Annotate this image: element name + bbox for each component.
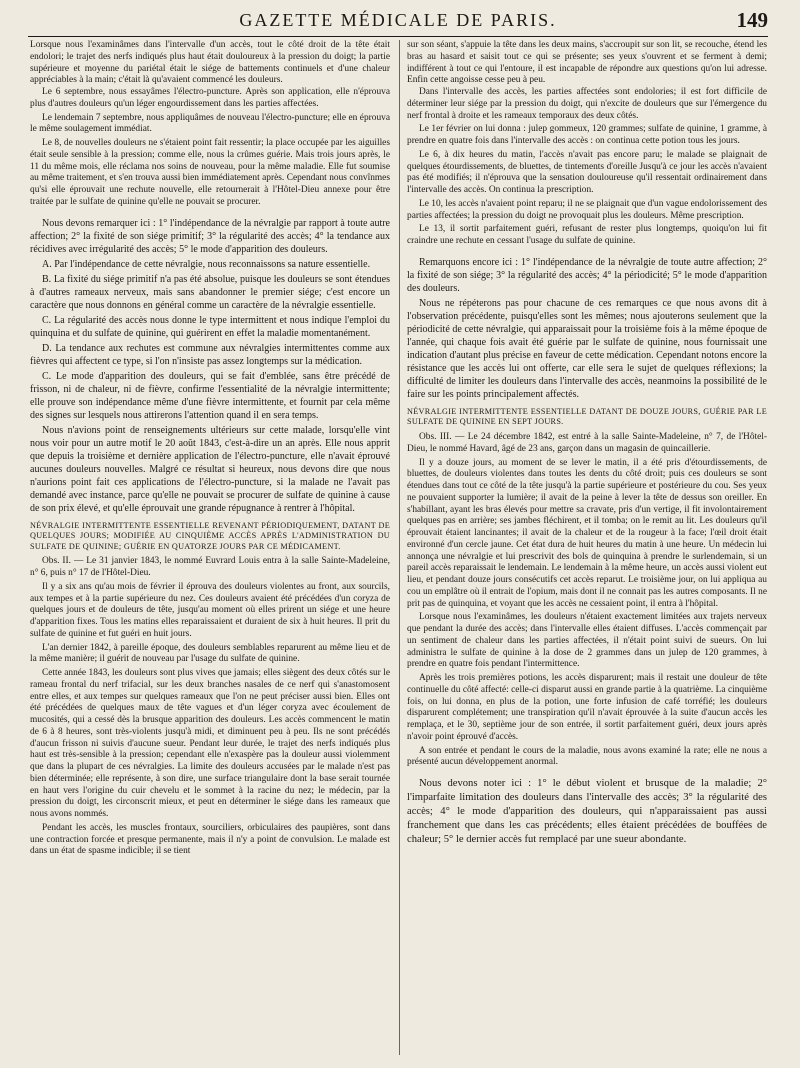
- paragraph: Lorsque nous l'examinâmes dans l'intervalle d'un accès, tout le côté droit de la tête était endolori; le trajet des nerfs indiqués plus haut était douloureux à la pression du doigt; la partie supérieure et moyenne du pariétal était le siége de battements continuels et d'une chaleur appréciables à la main; c'était là qu'avaient commencé les douleurs.: [30, 40, 390, 86]
- paragraph: C. Le mode d'apparition des douleurs, qui se fait d'emblée, sans être précédé de frisson, ni de chaleur, ni de fièvre, confirme l'essentialité de la névralgie intermittente; elle prouve son indépendance même d'une fièvre intermittente, et fournit par cela même des signes sur lesquels nous attirerons l'attention quand il en sera temps.: [30, 370, 390, 421]
- paragraph: Lorsque nous l'examinâmes, les douleurs n'étaient exactement limitées aux trajets nerveux que pendant la durée des accès; dans l'intervalle elles étaient diffuses. L'accès commençait par un sentiment de chaleur dans les parties affectées, il n'était point suivi de sueurs. On lui administra le sulfate de quinine à la dose de 2 grammes dans un julep de 120 grammes, à prendre en quatre fois pendant l'intermittence.: [407, 612, 767, 670]
- paragraph: Nous devons remarquer ici : 1° l'indépendance de la névralgie par rapport à toute autre affection; 2° la fixité de son siége primitif; 3° la régularité des accès; 4° la tendance aux récidives avec irrégularité des accès; 5° le mode d'apparition des douleurs.: [30, 217, 390, 255]
- paragraph: Pendant les accès, les muscles frontaux, sourciliers, orbiculaires des paupières, sont dans une contraction forcée et presque permanente, mais il n'y a point de convulsion. Le malade est dans un état de spasme indicible; il se tient: [30, 822, 390, 857]
- journal-title: GAZETTE MÉDICALE DE PARIS.: [239, 10, 557, 30]
- paragraph: L'an dernier 1842, à pareille époque, des douleurs semblables reparurent au même lieu et de la même manière; il guérit de nouveau par l'usage du sulfate de quinine.: [30, 642, 390, 665]
- paragraph: Le lendemain 7 septembre, nous appliquâmes de nouveau l'électro-puncture; elle en éprouva le même soulagement immédiat.: [30, 112, 390, 135]
- page-header: [28, 10, 768, 37]
- paragraph: A son entrée et pendant le cours de la maladie, nous avons examiné la rate; elle ne nous a présenté aucun développement anormal.: [407, 745, 767, 768]
- paragraph: Après les trois premières potions, les accès disparurent; mais il restait une douleur de tête continuelle du côté affecté: celle-ci disparut aussi en grande partie à la quatrième. La cinquième fois, on lui donna, en plus de la potion, une forte infusion de café torréfié; les douleurs disparurent complétement; une transpiration qu'il n'avait éprouvée à la suite d'aucun accès les remplaça, et le 30, septième jour de son entrée, il sortit parfaitement guéri, deux jours après n'avoir point éprouvé d'accès.: [407, 673, 767, 742]
- paragraph: C. La régularité des accès nous donne le type intermittent et nous indique l'emploi du quinquina et du sulfate de quinine, qui guérirent en effet la maladie momentanément.: [30, 314, 390, 339]
- section-heading: NÉVRALGIE INTERMITTENTE ESSENTIELLE REVENANT PÉRIODIQUEMENT, DATANT DE QUELQUES JOURS; MODIFIÉE AU CINQUIÈME ACCÈS APRÈS L'ADMINISTRATION DU SULFATE DE QUININE; GUÉRIE EN QUATORZE JOURS PAR CE MÉDICAMENT.: [30, 520, 390, 551]
- paragraph: Le 6 septembre, nous essayâmes l'électro-puncture. Après son application, elle n'éprouva plus d'autres douleurs qu'un léger engourdissement dans les parties affectées.: [30, 87, 390, 109]
- observation-intro: Obs. II. — Le 31 janvier 1843, le nommé Euvrard Louis entra à la salle Sainte-Madeleine, n° 6, puis n° 17 de l'Hôtel-Dieu.: [30, 556, 390, 579]
- paragraph: Le 10, les accès n'avaient point reparu; il ne se plaignait que d'un vague endolorissement des parties affectées; la pression du doigt ne provoquait plus les douleurs. Même prescription.: [407, 198, 767, 221]
- left-column: [30, 40, 390, 1060]
- paragraph: Le 6, à dix heures du matin, l'accès n'avait pas encore paru; le malade se plaignait de quelques étourdissements, de bluettes, de tintements d'oreille Jusqu'à ce jour les accès n'avaient pas été modifiés; il n'éprouva que la sensation douloureuse qu'il ressentait ordinairement dans l'intervalle des accès. On continua la prescription.: [407, 149, 767, 195]
- paragraph: A. Par l'indépendance de cette névralgie, nous reconnaissons sa nature essentielle.: [42, 258, 371, 270]
- paragraph: Dans l'intervalle des accès, les parties affectées sont endolories; il est fort difficile de déterminer leur siége par la pression du doigt, qui n'excite de douleurs que sur l'émergence du nerf frontal à droite et les rameaux temporaux des deux côtés.: [407, 87, 767, 121]
- paragraph: Cette année 1843, les douleurs sont plus vives que jamais; elles siègent des deux côtés sur le rameau frontal du nerf trifacial, sur les deux branches nasales de ce nerf qui s'anastomosent entre elles, et aux tempes sur quelques rameaux que l'on ne peut préciser aussi bien. Elles ont été précédées de quelques maux de tête vagues et d'un léger coryza avec écoulement de mucosités, qui a cessé dès la brusque apparition des douleurs. Les accès commencent le matin de 6 à 8 heures, sont très-violents jusqu'à midi, et diminuent peu à peu. Ils ne sont précédés d'aucun frisson ni suivis d'aucune sueur. Pendant leur durée, le trajet des nerfs indiqués plus haut est très-sensible à la pression; cependant elle n'exaspère pas la douleur aussi violemment que dans la plupart de ces névralgies. La limite des douleurs accusées par le malade n'est pas bien déterminée; elle représente, à son dire, une surface triangulaire dont la base serait tournée en haut vers l'origine du cuir chevelu et le sommet à la racine du nez; le médecin, par la pression du doigt, les circonscrit mieux, et peut en déterminer le siége dans les rameaux que nous avons nommés.: [30, 668, 390, 820]
- section-heading: NÉVRALGIE INTERMITTENTE ESSENTIELLE DATANT DE DOUZE JOURS, GUÉRIE PAR LE SULFATE DE QUININE EN SEPT JOURS.: [407, 406, 767, 427]
- paragraph: Il y a douze jours, au moment de se lever le matin, il a été pris d'étourdissements, de bluettes, de douleurs violentes dans toutes les dents du côté droit; puis ces douleurs se sont étendues dans tout ce côté de la tête jusqu'à la partie supérieure et postérieure du cou. Ses yeux ne pouvaient supporter la lumière; il avait de la peine à lever la tête de dessus son oreiller. En s'habillant, ayant les bras élevés pour mettre sa cravate, pris d'un vertige, il fit involontairement quelques pas en arrière; ses jambes fléchirent, et il tomba; on le remit au lit. Les douleurs qu'il éprouvait étaient lancinantes; il avait de la chaleur et de la rougeur à la face; l'œil droit était environné d'un cercle jaune. Cet état dura de huit heures du matin à une heure. Un médecin lui annonça une névralgie et lui prescrivit des bols de quinquina à prendre le surlendemain, si un pareil accès reparaissait le lendemain. Le lendemain à la même heure, un accès aussi violent eut lieu, et pendant douze jours consécutifs cet accès reparut. Le troisième jour, on lui appliqua au cou un emplâtre où il entrait de l'opium, mais dont il ne connait pas les autres composants. Il ne prit pas de quinquina, et voyant que les accès ne cessaient point, il entra à l'hôpital.: [407, 457, 767, 609]
- paragraph: D. La tendance aux rechutes est commune aux névralgies intermittentes comme aux fièvres qui affectent ce type, si l'on n'insiste pas assez longtemps sur la médication.: [30, 342, 390, 367]
- right-column: [407, 40, 767, 1060]
- column-rule: [399, 40, 400, 1055]
- paragraph: Nous devons noter ici : 1° le début violent et brusque de la maladie; 2° l'imparfaite limitation des douleurs dans l'intervalle des accès; 3° la régularité des accès; 4° le mode d'apparition des douleurs, qui n'apparaissaient pas aussi franchement que dans les cas précédents; elles étaient précédées de bouffées de chaleur; 5° le dernier accès fut remplacé par une sueur abondante.: [407, 778, 767, 845]
- paragraph: Il y a six ans qu'au mois de février il éprouva des douleurs violentes au front, aux sourcils, aux tempes et à la partie supérieure du nez. Ces douleurs avaient été précédées d'un coryza de quelques jours et de douleurs de tête, jusqu'au moment où elles prirent un siége et une heure d'apparition fixes. Tous les matins elles reparaissaient et duraient de six à huit heures. Il prit du sulfate de quinine et fut guéri en huit jours.: [30, 581, 390, 639]
- paragraph: sur son séant, s'appuie la tête dans les deux mains, s'accroupit sur son lit, se recouche, étend les bras au hasard et saisit tout ce qui se présente; ses yeux s'ouvrent et se ferment à demi; indifférent à tout ce qui l'entoure, il est incapable de répondre aux questions qu'on lui adresse. Enfin cette angoisse cesse peu à peu.: [407, 40, 767, 86]
- observation-intro: Obs. III. — Le 24 décembre 1842, est entré à la salle Sainte-Madeleine, n° 7, de l'Hôtel-Dieu, le nommé Havard, âgé de 23 ans, garçon dans un magasin de quincaillerie.: [407, 432, 767, 454]
- paragraph: Le 13, il sortit parfaitement guéri, refusant de rester plus longtemps, quoiqu'on lui fit craindre une rechute en cessant l'usage du sulfate de quinine.: [407, 224, 767, 246]
- paragraph: Nous n'avions point de renseignements ultérieurs sur cette malade, lorsqu'elle vint nous voir pour un autre motif le 20 août 1843, c'est-à-dire un an après. Elle nous apprit que depuis la troisième et dernière application de l'électro-puncture, elle n'avait éprouvé aucunes douleurs nouvelles. Malgré ce résultat si heureux, nous devons dire que nous n'aurions point fait ces applications de l'électro-puncture, si la malade ne l'avait pas demandé avec instance, parce qu'elle ne pouvait se procurer de sulfate de quinine à cause de son prix élevé, et qu'elle éprouvait une grande répugnance à rentrer à l'hôpital.: [30, 424, 390, 514]
- paragraph: Remarquons encore ici : 1° l'indépendance de la névralgie de toute autre affection; 2° la fixité de son siége; 3° la régularité des accès; 4° la périodicité; 5° le mode d'apparition des douleurs.: [407, 256, 767, 294]
- page-number: 149: [736, 8, 768, 32]
- paragraph: Le 8, de nouvelles douleurs ne s'étaient point fait ressentir; la place occupée par les aiguilles était seule sensible à la pression; comme elle, nous la crûmes guérie. Mais trois jours après, le 11 du même mois, elle réclama nos soins de nouveau, pour la même maladie. Elle fut soumise au même traitement, et s'en trouva aussi bien immédiatement après. Cependant nous convînmes qu'si elle éprouvait une rechute nouvelle, elle retournerait à l'Hôtel-Dieu annexe pour être traitée par le sulfate de quinine qu'elle ne pouvait se procurer.: [30, 138, 390, 207]
- paragraph: B. La fixité du siége primitif n'a pas été absolue, puisque les douleurs se sont étendues à d'autres rameaux nerveux, mais sans abandonner le premier siége; c'est encore un caractère que nous donnons en général comme un caractère de la névralgie essentielle.: [30, 273, 390, 311]
- paragraph: Le 1er février on lui donna : julep gommeux, 120 grammes; sulfate de quinine, 1 gramme, à prendre en quatre fois dans l'intervalle des accès : on continua cette potion tous les jours.: [407, 124, 767, 146]
- paragraph: Nous ne répéterons pas pour chacune de ces remarques ce que nous avons dit à l'observation précédente, puisqu'elles sont les mêmes; nous ajouterons seulement que la périodicité de cette névralgie, qui apparaissait pour la troisième fois à la même époque de l'année, qui chaque fois avait été guérie par le sulfate de quinine, nous fournissait une indication d'autant plus précise en faveur de cette médication. Cependant notons encore la résistance que les accès lui ont offerte, car elle sera le sujet de quelques réflexions; la difficulté de limiter les douleurs dans l'intervalle des accès, neanmoins la possibilité de le faire sur les points principalement affectés.: [407, 297, 767, 400]
